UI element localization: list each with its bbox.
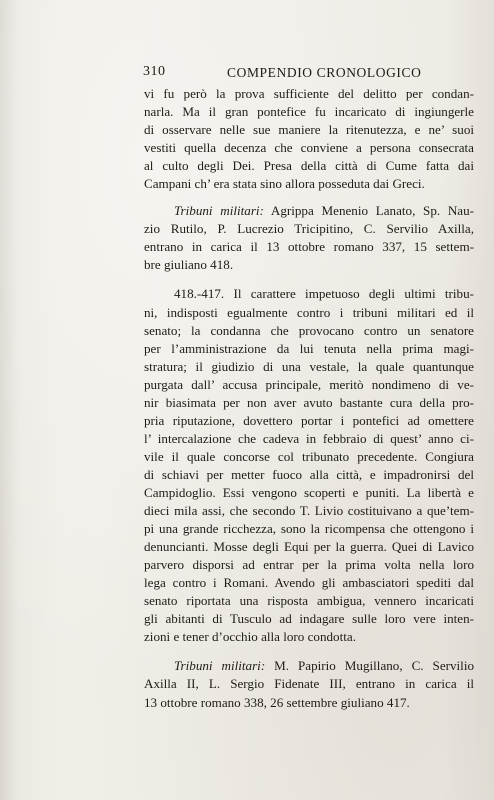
tribuni-militari-label: Tribuni militari: (174, 203, 264, 219)
paragraph-cume (144, 85, 474, 193)
text-fragment: Agrippa Menenio Lanato, Sp. Nau- (263, 203, 475, 219)
text-line: vi fu però la prova sufficiente del delitto per condan- (144, 86, 474, 101)
text-line: parvero disporsi ad entrar per la prima volta nella loro (144, 557, 474, 573)
text-line: senato riportata una risposta ambigua, vennero incaricati (144, 593, 474, 609)
text-line: stratura; il giudizio di una vestale, la quale quantunque (144, 358, 474, 374)
text-line: Campani ch’ era stata sino allora posseduta dai Greci. (144, 176, 425, 192)
text-line: zio Rutilo, P. Lucrezio Tricipitino, C. Servilio Axilla, (144, 221, 474, 237)
text-line: purgata dall’ accusa principale, meritò nondimeno di ve- (144, 376, 474, 392)
body-text (144, 85, 474, 712)
text-line: denuncianti. Mosse degli Equi per la guerra. Quei di Lavico (144, 539, 474, 555)
text-line: ni, indisposti egualmente contro i tribuni militari ed il (144, 304, 474, 320)
text-line: bre giuliano 418. (144, 257, 234, 273)
page-header (143, 64, 456, 84)
text-line: di schiavi per metter fuoco alla città, e impadronirsi del (144, 466, 474, 482)
text-line: vestiti quella decenza che conviene a persona consecrata (144, 140, 474, 156)
text-line: per l’amministrazione da lui tenuta nella prima magi- (144, 340, 474, 356)
text-line: entrano in carica il 13 ottobre romano 337, 15 settem- (144, 239, 474, 255)
text-line: dieci mila assi, che secondo T. Livio costituivano a que’tem- (144, 503, 474, 519)
text-line: nir biasimata per non aver avuto bastante cura della pro- (144, 394, 474, 410)
text-line: l’ intercalazione che cadeva in febbraio di quest’ anno ci- (144, 430, 474, 446)
text-line: al culto degli Dei. Presa della città di Cume fatta dai (144, 158, 474, 174)
text-line: pria riputazione, dovettero portar i pontefici ad omettere (144, 412, 474, 428)
text-line: senato; la condanna che provocano contro un senatore (144, 322, 474, 338)
running-title: COMPENDIO CRONOLOGICO (227, 65, 422, 80)
tribuni-militari-label: Tribuni militari: (174, 658, 266, 674)
text-line: vile il quale concorse col tribunato precedente. Congiura (144, 448, 474, 464)
text-line: Campidoglio. Essi vengono scoperti e puniti. La libertà e (144, 484, 474, 500)
text-fragment: M. Papirio Mugillano, C. Servilio (265, 658, 475, 674)
text-line: lega contro i Romani. Avendo gli ambasciatori spediti dal (144, 575, 474, 591)
text-line: pi una grande ricchezza, sono la ricompensa che ottengono i (144, 521, 474, 537)
text-line: Axilla II, L. Sergio Fidenate III, entrano in carica il (144, 676, 474, 692)
text-line: 418.-417. Il carattere impetuoso degli ultimi tribu- (174, 286, 474, 302)
text-line: di osservare nelle sue maniere la ritenutezza, e ne’ suoi (144, 122, 474, 138)
text-line: gli abitanti di Tusculo ad indagare sulle loro vere inten- (144, 611, 474, 627)
text-line (144, 202, 474, 220)
text-line: zioni e tener d’occhio alla loro condotta. (144, 629, 356, 645)
text-line: 13 ottobre romano 338, 26 settembre giuliano 417. (144, 694, 410, 710)
text-line (144, 657, 474, 675)
paragraph-tribuni-338 (144, 657, 474, 711)
paragraph-418-417 (144, 285, 474, 646)
text-line: narla. Ma il gran pontefice fu incaricato di ingiungerle (144, 104, 474, 120)
page-number: 310 (143, 64, 166, 79)
paragraph-tribuni-337 (144, 202, 474, 274)
